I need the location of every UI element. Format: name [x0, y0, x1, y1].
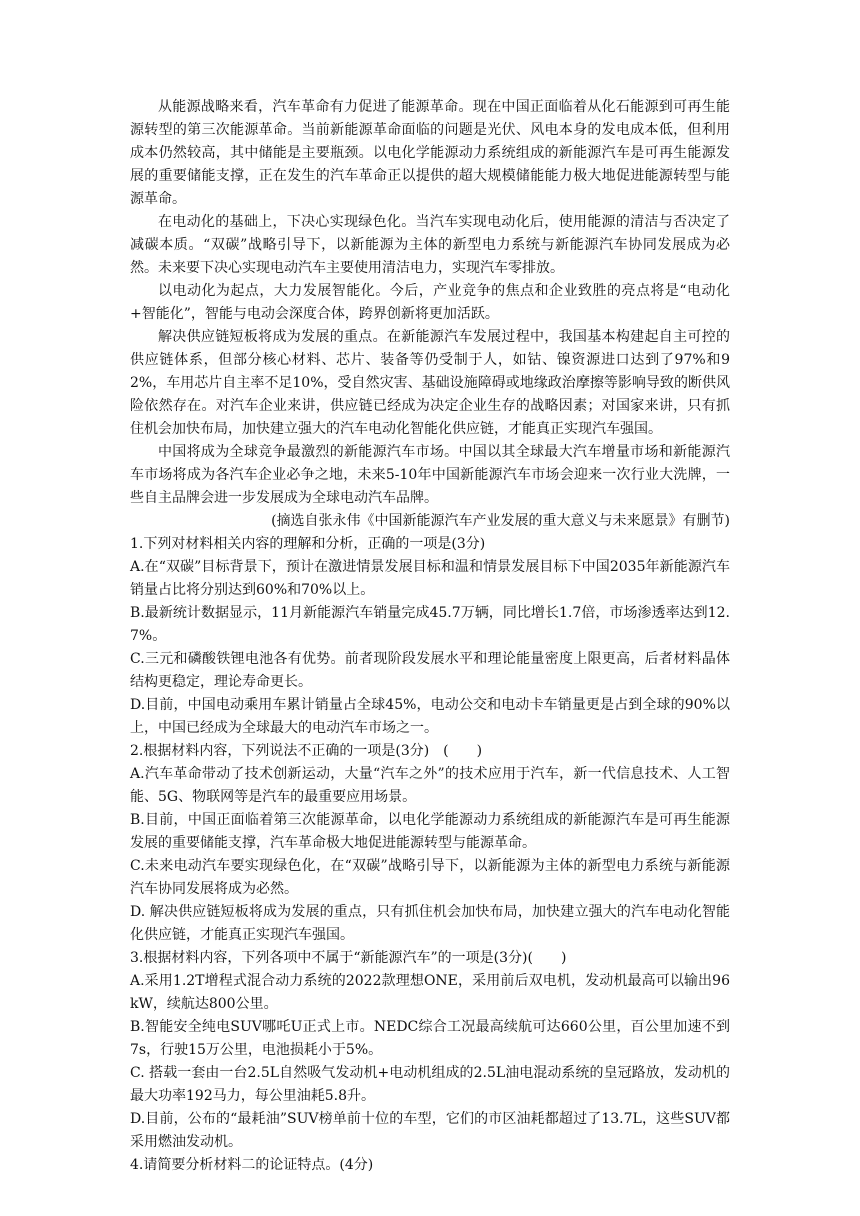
- answer-option: D. 解决供应链短板将成为发展的重点，只有抓住机会加快布局，加快建立强大的汽车电动化智能化供应链，才能真正实现汽车强国。: [130, 904, 730, 943]
- answer-option: D.目前，公布的“最耗油”SUV榜单前十位的车型，它们的市区油耗都超过了13.7L，这些SUV都采用燃油发动机。: [130, 1111, 730, 1150]
- answer-option: A.在“双碳”目标背景下，预计在激进情景发展目标和温和情景发展目标下中国2035年新能源汽车销量占比将分别达到60%和70%以上。: [130, 559, 730, 598]
- page-content: [130, 96, 730, 1177]
- passage-paragraph: 以电动化为起点，大力发展智能化。今后，产业竞争的焦点和企业致胜的亮点将是“电动化+智能化”，智能与电动会深度合体，跨界创新将更加活跃。: [130, 283, 730, 322]
- answer-option: B.最新统计数据显示，11月新能源汽车销量完成45.7万辆，同比增长1.7倍，市场渗透率达到12.7%。: [130, 605, 730, 644]
- passage-paragraph: 中国将成为全球竞争最激烈的新能源汽车市场。中国以其全球最大汽车增量市场和新能源汽车市场将成为各汽车企业必争之地，未来5-10年中国新能源汽车市场会迎来一次行业大洗牌，一些自主品牌会进一步发展成为全球电动汽车品牌。: [130, 444, 730, 506]
- passage-paragraph: 在电动化的基础上，下决心实现绿色化。当汽车实现电动化后，使用能源的清洁与否决定了减碳本质。“双碳”战略引导下，以新能源为主体的新型电力系统与新能源汽车协同发展成为必然。未来要下决心实现电动汽车主要使用清洁电力，实现汽车零排放。: [130, 214, 730, 276]
- answer-option: C.三元和磷酸铁锂电池各有优势。前者现阶段发展水平和理论能量密度上限更高，后者材料晶体结构更稳定，理论寿命更长。: [130, 651, 730, 690]
- passage-source: (摘选自张永伟《中国新能源汽车产业发展的重大意义与未来愿景》有删节): [271, 513, 730, 529]
- answer-option: A.采用1.2T增程式混合动力系统的2022款理想ONE，采用前后双电机，发动机最高可以输出96kW，续航达800公里。: [130, 973, 730, 1012]
- answer-option: B.目前，中国正面临着第三次能源革命，以电化学能源动力系统组成的新能源汽车是可再生能源发展的重要储能支撑，汽车革命极大地促进能源转型与能源革命。: [130, 812, 730, 851]
- passage-paragraph: 从能源战略来看，汽车革命有力促进了能源革命。现在中国正面临着从化石能源到可再生能源转型的第三次能源革命。当前新能源革命面临的问题是光伏、风电本身的发电成本低，但利用成本仍然较高，其中储能是主要瓶颈。以电化学能源动力系统组成的新能源汽车是可再生能源发展的重要储能支撑，正在发生的汽车革命正以提供的超大规模储能能力极大地促进能源转型与能源革命。: [130, 99, 730, 207]
- answer-option: B.智能安全纯电SUV哪吒U正式上市。NEDC综合工况最高续航可达660公里，百公里加速不到7s，行驶15万公里，电池损耗小于5%。: [130, 1019, 730, 1058]
- question-stem: 1.下列对材料相关内容的理解和分析，正确的一项是(3分): [130, 536, 486, 552]
- answer-option: C. 搭载一套由一台2.5L自然吸气发动机+电动机组成的2.5L油电混动系统的皇冠路放，发动机的最大功率192马力，每公里油耗5.8升。: [130, 1065, 730, 1104]
- question-stem: 3.根据材料内容，下列各项中不属于“新能源汽车”的一项是(3分)( ): [130, 950, 567, 966]
- question-stem: 2.根据材料内容，下列说法不正确的一项是(3分) ( ): [130, 743, 483, 759]
- question-stem: 4.请简要分析材料二的论证特点。(4分): [130, 1157, 374, 1173]
- answer-option: D.目前，中国电动乘用车累计销量占全球45%，电动公交和电动卡车销量更是占到全球的90%以上，中国已经成为全球最大的电动汽车市场之一。: [130, 697, 730, 736]
- answer-option: A.汽车革命带动了技术创新运动，大量“汽车之外”的技术应用于汽车，新一代信息技术、人工智能、5G、物联网等是汽车的最重要应用场景。: [130, 766, 730, 805]
- passage-paragraph: 解决供应链短板将成为发展的重点。在新能源汽车发展过程中，我国基本构建起自主可控的供应链体系，但部分核心材料、芯片、装备等仍受制于人，如钴、镍资源进口达到了97%和92%，车用芯片自主率不足10%，受自然灾害、基础设施障碍或地缘政治摩擦等影响导致的断供风险依然存在。对汽车企业来讲，供应链已经成为决定企业生存的战略因素；对国家来讲，只有抓住机会加快布局，加快建立强大的汽车电动化智能化供应链，才能真正实现汽车强国。: [130, 329, 730, 437]
- answer-option: C.未来电动汽车要实现绿色化，在“双碳”战略引导下，以新能源为主体的新型电力系统与新能源汽车协同发展将成为必然。: [130, 858, 730, 897]
